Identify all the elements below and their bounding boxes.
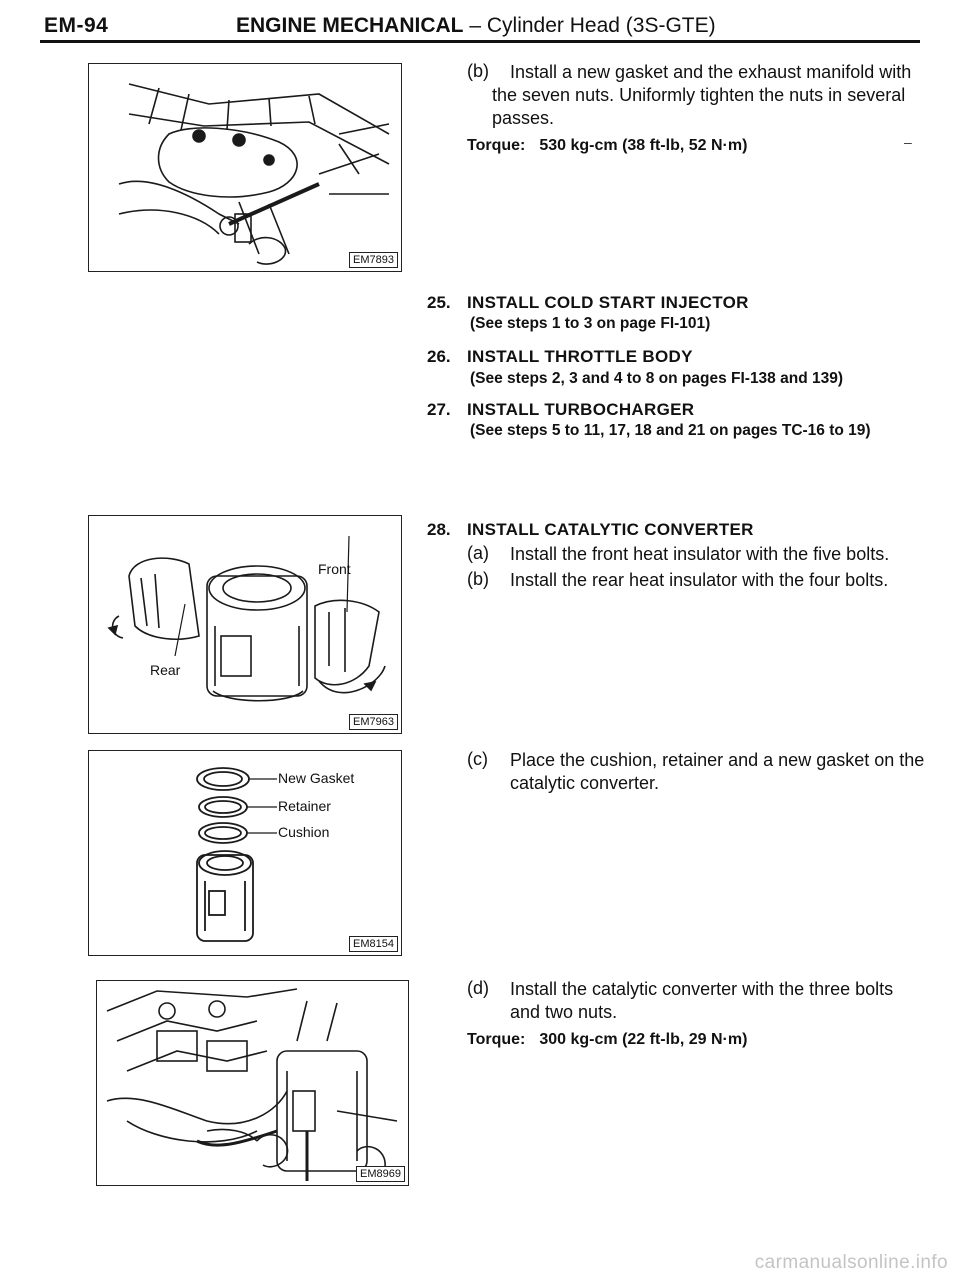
watermark: carmanualsonline.info: [754, 1252, 948, 1273]
instruction-line: passes.: [492, 108, 555, 128]
instruction-line: Place the cushion, retainer and a new gasket on the: [510, 750, 925, 770]
instruction-line: Install the rear heat insulator with the four bolts.: [510, 570, 889, 590]
figure-code: EM7893: [349, 252, 398, 268]
figure-code: EM8154: [349, 936, 398, 952]
torque-spec: [467, 1031, 747, 1049]
label-retainer: Retainer: [278, 798, 331, 814]
catalytic-converter-illustration: [97, 981, 408, 1185]
step-reference: (See steps 1 to 3 on page FI-101): [470, 315, 711, 332]
figure-heat-insulators: [88, 515, 402, 734]
page-code: EM-94: [44, 14, 109, 37]
title-separator: –: [463, 14, 487, 37]
label-cushion: Cushion: [278, 824, 330, 840]
step-number: 25.: [427, 293, 451, 312]
label-new-gasket: New Gasket: [278, 770, 355, 786]
torque-label: Torque:: [467, 1031, 526, 1048]
figure-code: EM7963: [349, 714, 398, 730]
torque-value: 530 kg-cm (38 ft-lb, 52 N·m): [539, 137, 748, 154]
figure-code: EM8969: [356, 1166, 405, 1182]
figure-exhaust-manifold: [88, 63, 402, 272]
torque-value: 300 kg-cm (22 ft-lb, 29 N·m): [539, 1031, 748, 1048]
step-title: INSTALL THROTTLE BODY: [467, 347, 693, 366]
instruction-line: Install the catalytic converter with the three bolts: [510, 979, 894, 999]
step-reference: (See steps 5 to 11, 17, 18 and 21 on pages TC-16 to 19): [470, 422, 871, 439]
figure-catalytic-converter: [96, 980, 409, 1186]
step-number: 26.: [427, 347, 451, 366]
sub-letter-b-manifold: (b): [467, 61, 489, 81]
instruction-line: and two nuts.: [510, 1002, 618, 1022]
step-title: INSTALL COLD START INJECTOR: [467, 293, 749, 312]
instruction-line: catalytic converter.: [510, 773, 660, 793]
torque-label: Torque:: [467, 137, 526, 154]
section-name: ENGINE MECHANICAL: [236, 14, 464, 37]
header-rule: [40, 40, 920, 43]
step-number: 27.: [427, 400, 451, 419]
instruction-line: Install the front heat insulator with the five bolts.: [510, 544, 890, 564]
instruction-line: the seven nuts. Uniformly tighten the nuts in several: [492, 85, 906, 105]
section-subject: Cylinder Head (3S-GTE): [486, 14, 716, 37]
page-title: [236, 14, 716, 38]
torque-spec: [467, 137, 747, 155]
step-title: INSTALL TURBOCHARGER: [467, 400, 695, 419]
heat-insulator-illustration: [89, 516, 401, 733]
sub-letter-d: (d): [467, 978, 489, 998]
step-number: 28.: [427, 520, 451, 539]
label-front: Front: [318, 561, 351, 577]
sub-letter-a: (a): [467, 543, 489, 563]
margin-mark: –: [904, 134, 912, 150]
step-title: INSTALL CATALYTIC CONVERTER: [467, 520, 754, 539]
sub-letter-c: (c): [467, 749, 488, 769]
step-reference: (See steps 2, 3 and 4 to 8 on pages FI-138 and 139): [470, 370, 843, 387]
figure-gasket-stack: [88, 750, 402, 956]
exhaust-manifold-illustration: [89, 64, 401, 271]
instruction-line: Install a new gasket and the exhaust manifold with: [510, 62, 912, 82]
sub-letter-b: (b): [467, 569, 489, 589]
label-rear: Rear: [150, 662, 181, 678]
